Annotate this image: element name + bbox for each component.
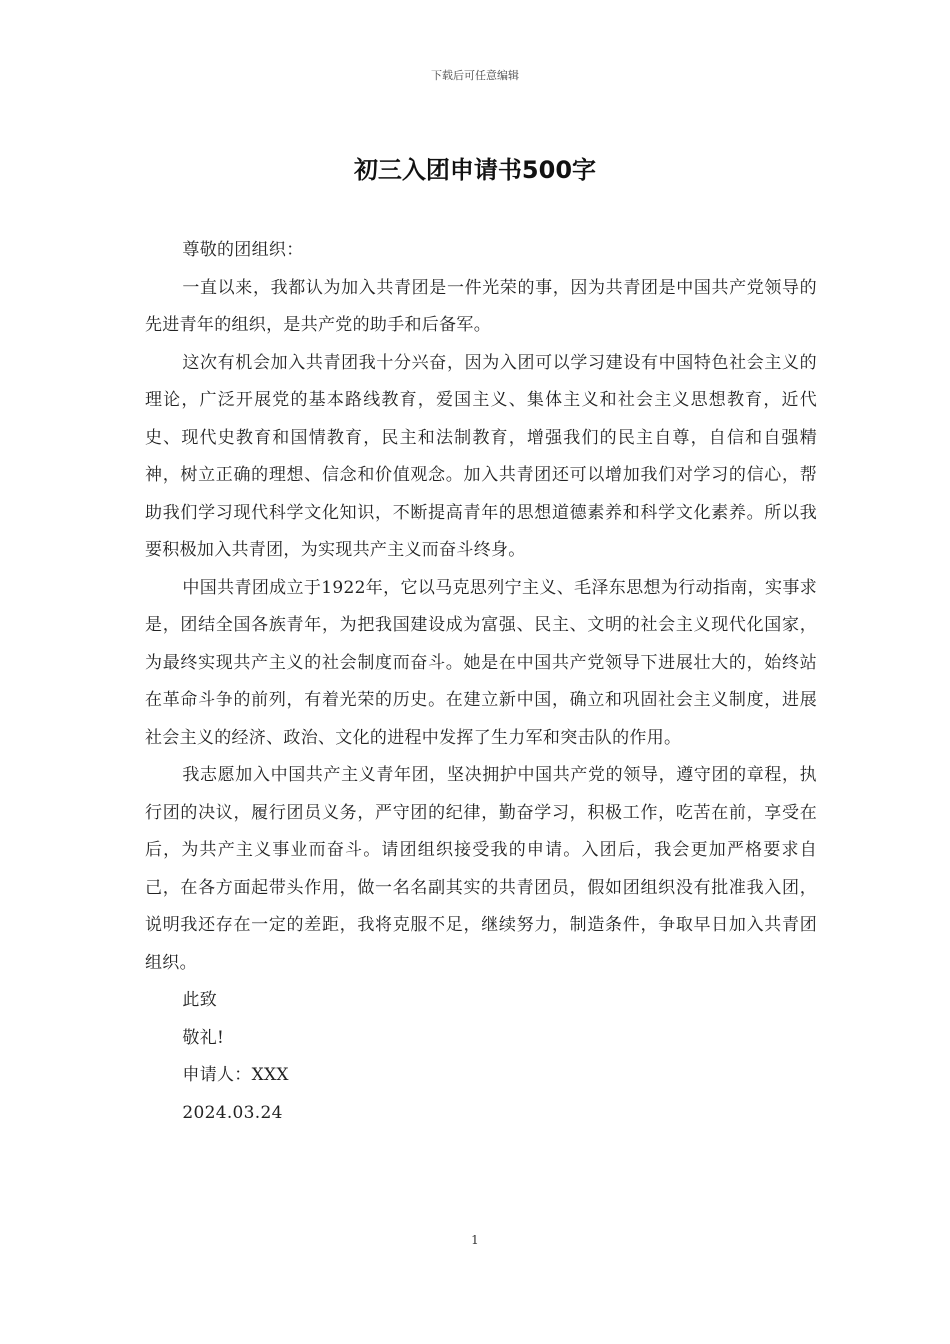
- closing: 此致: [182, 990, 217, 1010]
- paragraph: 这次有机会加入共青团我十分兴奋，因为入团可以学习建设有中国特色社会主义的理论，广泛开展党的基本路线教育，爱国主义、集体主义和社会主义思想教育，近代史、现代史教育和国情教育，民主和法制教育，增强我们的民主自尊，自信和自强精神，树立正确的理想、信念和价值观念。加入共青团还可以增加我们对学习的信心，帮助我们学习现代科学文化知识，不断提高青年的思想道德素养和科学文化素养。所以我要积极加入共青团，为实现共产主义而奋斗终身。: [145, 352, 817, 560]
- page-number: 1: [471, 1233, 479, 1247]
- header-note: 下载后可任意编辑: [431, 69, 519, 82]
- paragraph: 我志愿加入中国共产主义青年团，坚决拥护中国共产党的领导，遵守团的章程，执行团的决议，履行团员义务，严守团的纪律，勤奋学习，积极工作，吃苦在前，享受在后，为共产主义事业而奋斗。请团组织接受我的申请。入团后，我会更加严格要求自己，在各方面起带头作用，做一名名副其实的共青团员，假如团组织没有批准我入团，说明我还存在一定的差距，我将克服不足，继续努力，制造条件，争取早日加入共青团组织。: [145, 765, 817, 973]
- letter-body: [145, 232, 817, 1132]
- applicant: 申请人：XXX: [182, 1065, 289, 1085]
- document-title: 初三入团申请书500字: [353, 156, 597, 184]
- salutation: 尊敬的团组织：: [182, 240, 304, 260]
- regards: 敬礼!: [182, 1027, 225, 1048]
- paragraph: 中国共青团成立于1922年，它以马克思列宁主义、毛泽东思想为行动指南，实事求是，团结全国各族青年，为把我国建设成为富强、民主、文明的社会主义现代化国家，为最终实现共产主义的社会制度而奋斗。她是在中国共产党领导下进展壮大的，始终站在革命斗争的前列，有着光荣的历史。在建立新中国，确立和巩固社会主义制度，进展社会主义的经济、政治、文化的进程中发挥了生力军和突击队的作用。: [145, 577, 817, 748]
- paragraph: 一直以来，我都认为加入共青团是一件光荣的事，因为共青团是中国共产党领导的先进青年的组织，是共产党的助手和后备军。: [145, 277, 817, 335]
- date: 2024.03.24: [182, 1102, 283, 1123]
